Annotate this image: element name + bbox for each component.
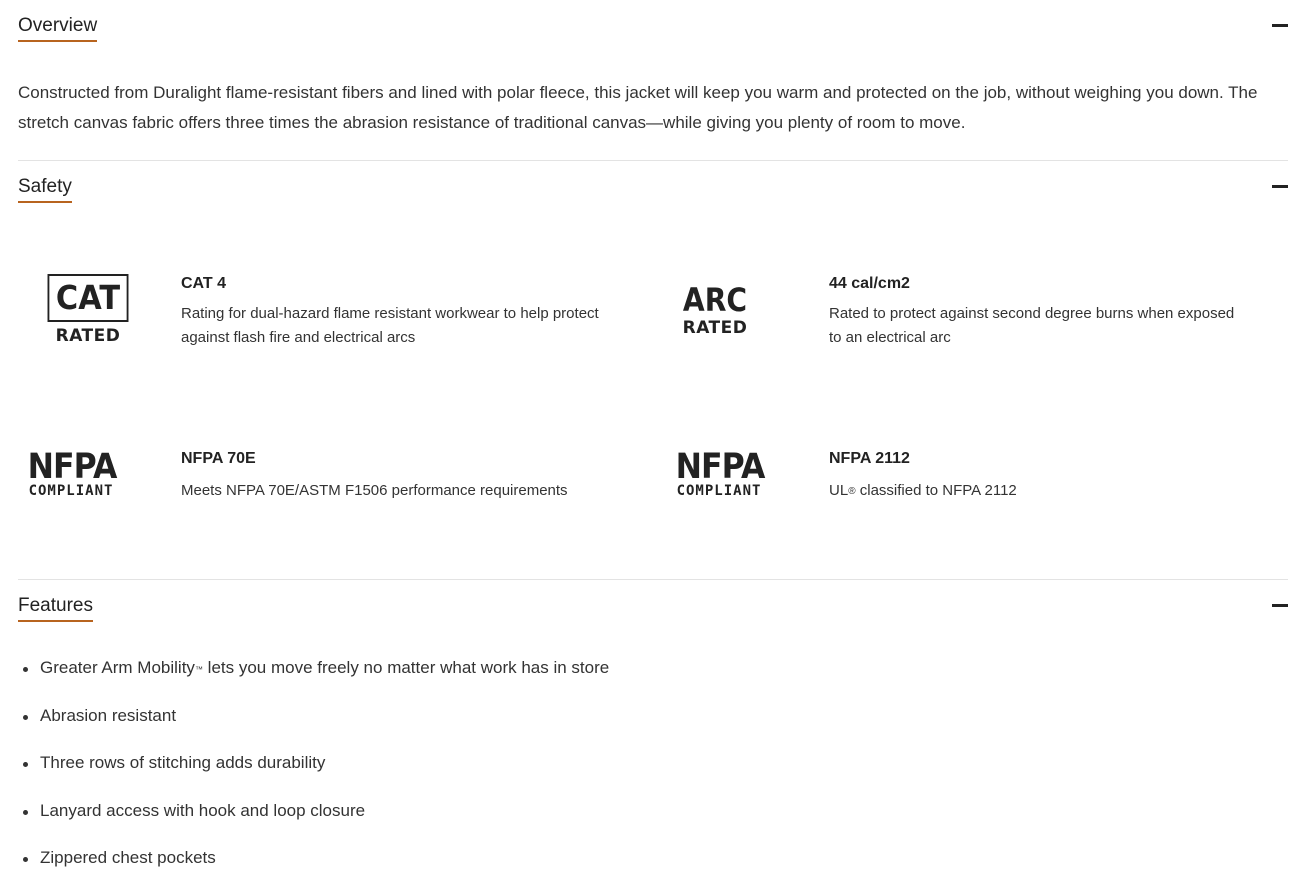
overview-title[interactable]: Overview (18, 14, 97, 42)
arc-rated-logo-icon (666, 274, 806, 364)
list-item: Three rows of stitching adds durability (18, 753, 1288, 773)
cert-desc (829, 479, 1249, 503)
cert-title: NFPA 70E (181, 450, 256, 467)
features-section (18, 580, 1288, 868)
safety-section (18, 161, 1288, 579)
features-list (18, 620, 1288, 868)
cert-nfpa-2112 (666, 449, 1266, 549)
list-item: Lanyard access with hook and loop closure (18, 801, 1288, 821)
list-item (18, 658, 1288, 678)
registered-mark: ® (848, 486, 856, 497)
nfpa-logo-sub: COMPLIANT (28, 483, 114, 499)
cat-rated-logo-icon (18, 274, 158, 364)
nfpa-logo-sub: COMPLIANT (676, 483, 762, 499)
cert-cat-rated (18, 274, 618, 374)
list-item: Zippered chest pockets (18, 848, 1288, 868)
cert-nfpa-70e (18, 449, 618, 549)
overview-section (18, 0, 1288, 138)
nfpa-logo-main: NFPA (675, 447, 765, 487)
feature-text: Greater Arm Mobility (40, 658, 195, 677)
product-details (18, 0, 1288, 868)
features-header[interactable] (18, 580, 1288, 620)
cert-desc: Rated to protect against second degree burns when exposed to an electrical arc (829, 305, 1235, 346)
cert-title: NFPA 2112 (829, 450, 910, 467)
nfpa-logo-main: NFPA (27, 447, 117, 487)
cert-title: CAT 4 (181, 275, 227, 292)
nfpa-compliant-logo-icon (648, 449, 788, 539)
cert-arc-rated (666, 274, 1266, 374)
overview-header[interactable] (18, 0, 1288, 40)
cat-logo-main: CAT (48, 274, 129, 322)
arc-logo-main: ARC (682, 281, 748, 319)
trademark-mark: ™ (194, 665, 203, 674)
list-item: Abrasion resistant (18, 706, 1288, 726)
safety-collapse-minus-icon[interactable] (1272, 185, 1288, 188)
cert-desc: Rating for dual-hazard flame resistant workwear to help protect against flash fire and electrical arcs (181, 305, 599, 346)
safety-grid (18, 201, 1288, 579)
arc-logo-sub: RATED (682, 318, 748, 338)
features-title[interactable]: Features (18, 594, 93, 622)
features-collapse-minus-icon[interactable] (1272, 604, 1288, 607)
safety-title[interactable]: Safety (18, 175, 72, 203)
overview-text: Constructed from Duralight flame-resistant fibers and lined with polar fleece, this jacket will keep you warm and protected on the job, without weighing you down. The stretch canvas fabric offers three times the abrasion resistance of traditional canvas—while giving you plenty of room to move. (18, 83, 1258, 132)
cert-desc: Meets NFPA 70E/ASTM F1506 performance requirements (181, 482, 568, 499)
feature-text-rest: lets you move freely no matter what work has in store (202, 658, 610, 677)
cert-desc-rest: classified to NFPA 2112 (855, 482, 1017, 499)
safety-header[interactable] (18, 161, 1288, 201)
overview-collapse-minus-icon[interactable] (1272, 24, 1288, 27)
cert-title: 44 cal/cm2 (829, 275, 910, 292)
nfpa-compliant-logo-icon (0, 449, 140, 539)
cat-logo-sub: RATED (55, 326, 121, 346)
cert-desc-prefix: UL (829, 482, 849, 499)
